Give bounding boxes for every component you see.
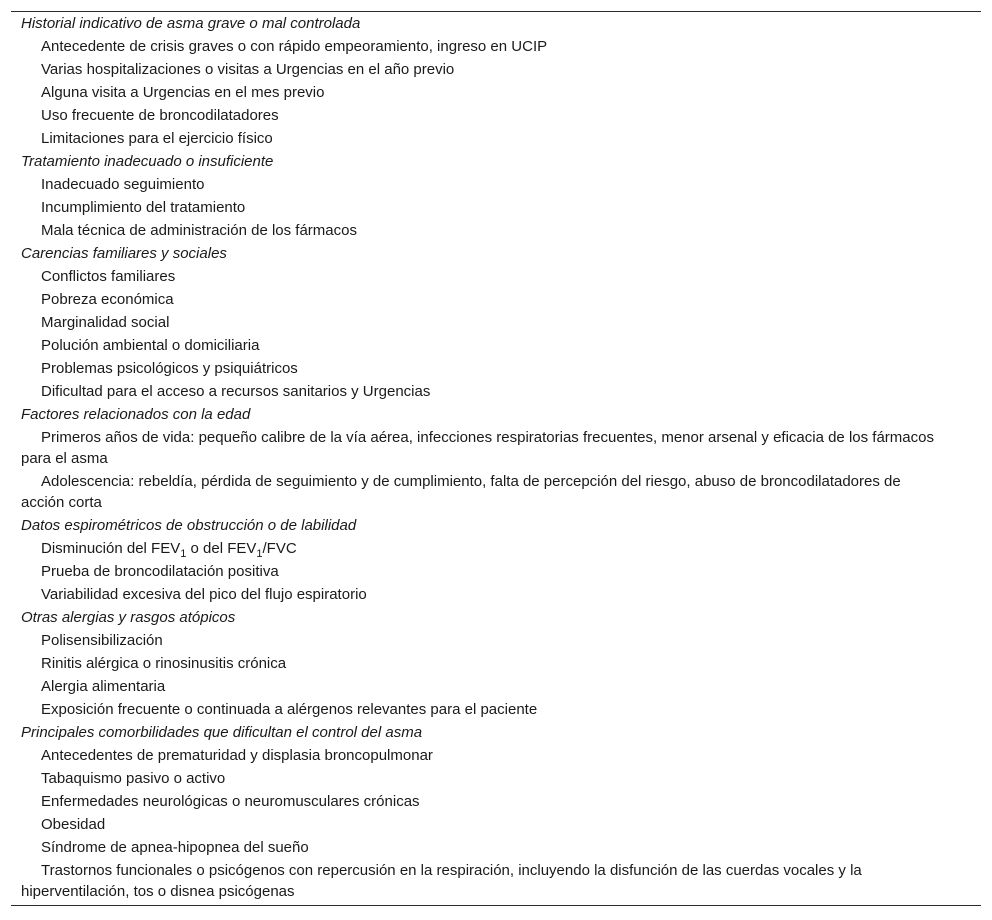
list-item: Variabilidad excesiva del pico del flujo espiratorio xyxy=(41,586,367,603)
section-title: Otras alergias y rasgos atópicos xyxy=(21,609,236,626)
list-item: Exposición frecuente o continuada a alérgenos relevantes para el paciente xyxy=(41,701,538,718)
list-item xyxy=(11,537,981,560)
section-severe-history xyxy=(11,12,981,150)
list-item: Problemas psicológicos y psiquiátricos xyxy=(41,360,298,377)
list-item: Trastornos funcionales o psicógenos con repercusión en la respiración, incluyendo la disfunción de las cuerdas vocales y la hiperventilación, tos o disnea psicógenas xyxy=(21,862,862,900)
list-item: Enfermedades neurológicas o neuromusculares crónicas xyxy=(41,793,420,810)
list-item: Varias hospitalizaciones o visitas a Urgencias en el año previo xyxy=(41,61,455,78)
section-title: Tratamiento inadecuado o insuficiente xyxy=(21,153,274,170)
list-item: Síndrome de apnea-hipopnea del sueño xyxy=(41,839,309,856)
list-item: Prueba de broncodilatación positiva xyxy=(41,563,279,580)
list-item: Alergia alimentaria xyxy=(41,678,166,695)
section-family-social xyxy=(11,242,981,403)
section-comorbidities xyxy=(11,721,981,903)
list-item: Polución ambiental o domiciliaria xyxy=(41,337,260,354)
list-item: Rinitis alérgica o rinosinusitis crónica xyxy=(41,655,287,672)
list-item: Polisensibilización xyxy=(41,632,163,649)
section-title: Historial indicativo de asma grave o mal controlada xyxy=(21,15,361,32)
list-item: Obesidad xyxy=(41,816,106,833)
section-age-factors xyxy=(11,403,981,514)
text-fragment: /FVC xyxy=(262,540,297,557)
list-item: Mala técnica de administración de los fármacos xyxy=(41,222,357,239)
risk-factors-table xyxy=(11,11,981,906)
section-title: Carencias familiares y sociales xyxy=(21,245,227,262)
section-title: Principales comorbilidades que dificultan el control del asma xyxy=(21,724,423,741)
list-item: Antecedente de crisis graves o con rápido empeoramiento, ingreso en UCIP xyxy=(41,38,548,55)
list-item: Antecedentes de prematuridad y displasia broncopulmonar xyxy=(41,747,433,764)
section-inadequate-treatment xyxy=(11,150,981,242)
list-item: Alguna visita a Urgencias en el mes previo xyxy=(41,84,325,101)
list-item: Uso frecuente de broncodilatadores xyxy=(41,107,279,124)
list-item: Pobreza económica xyxy=(41,291,174,308)
section-title: Factores relacionados con la edad xyxy=(21,406,251,423)
list-item: Marginalidad social xyxy=(41,314,170,331)
text-fragment: o del FEV xyxy=(186,540,257,557)
text-fragment: Disminución del FEV xyxy=(41,540,181,557)
list-item: Limitaciones para el ejercicio físico xyxy=(41,130,273,147)
section-allergies xyxy=(11,606,981,721)
list-item: Inadecuado seguimiento xyxy=(41,176,205,193)
subscript: 1 xyxy=(180,548,187,560)
section-title: Datos espirométricos de obstrucción o de labilidad xyxy=(21,517,357,534)
list-item: Conflictos familiares xyxy=(41,268,176,285)
list-item: Tabaquismo pasivo o activo xyxy=(41,770,226,787)
list-item: Primeros años de vida: pequeño calibre de la vía aérea, infecciones respiratorias frecuentes, menor arsenal y eficacia de los fármacos para el asma xyxy=(21,429,934,467)
list-item: Dificultad para el acceso a recursos sanitarios y Urgencias xyxy=(41,383,431,400)
section-spirometry xyxy=(11,514,981,606)
subscript: 1 xyxy=(256,548,263,560)
list-item: Incumplimiento del tratamiento xyxy=(41,199,246,216)
list-item: Adolescencia: rebeldía, pérdida de seguimiento y de cumplimiento, falta de percepción del riesgo, abuso de broncodilatadores de acción corta xyxy=(21,473,901,511)
